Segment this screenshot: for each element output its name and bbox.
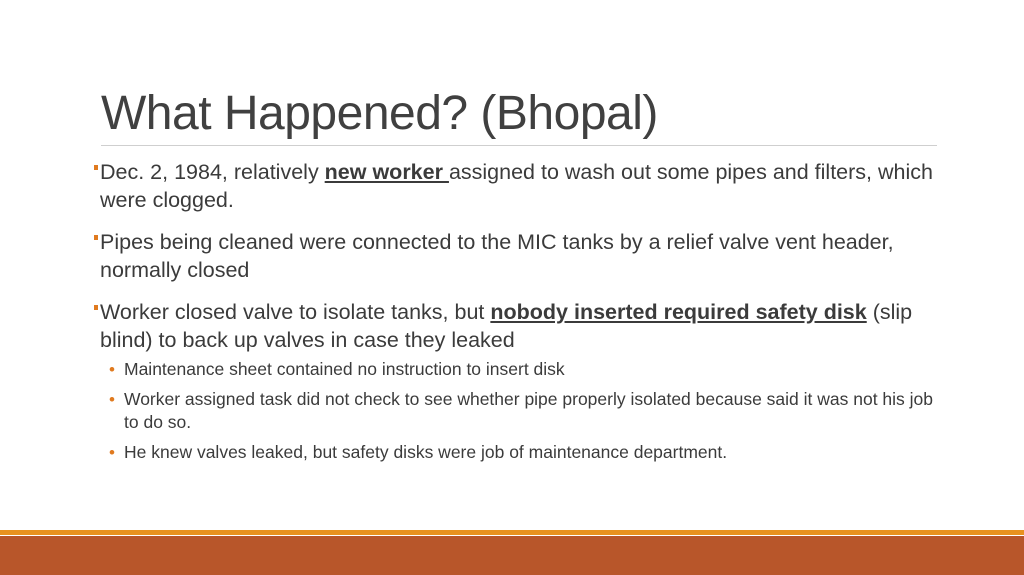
footer-band — [0, 536, 1024, 575]
sub-bullet-item — [100, 441, 944, 464]
bullet-list — [89, 158, 949, 471]
bullet-text: assigned to wash out some pipes and filters, which were clogged. — [100, 160, 933, 212]
bullet-text-emphasis: nobody inserted required safety disk — [490, 300, 867, 324]
footer-accent-stripe — [0, 530, 1024, 535]
sub-bullet-text: Worker assigned task did not check to see whether pipe properly isolated because said it was not his job to do so. — [124, 389, 934, 432]
round-bullet-icon: • — [109, 360, 115, 379]
sub-bullet-text: He knew valves leaked, but safety disks were job of maintenance department. — [124, 442, 728, 462]
bullet-text: Worker closed valve to isolate tanks, but — [100, 300, 491, 324]
bullet-item — [89, 158, 949, 214]
bullet-item — [89, 228, 949, 284]
round-bullet-icon: • — [109, 390, 115, 409]
bullet-item — [89, 298, 949, 354]
bullet-text: Pipes being cleaned were connected to the MIC tanks by a relief valve vent header, normally closed — [100, 230, 894, 282]
bullet-text: (slip blind) to back up valves in case they leaked — [100, 300, 913, 352]
sub-bullet-list — [89, 358, 949, 464]
square-bullet-icon — [94, 235, 98, 240]
sub-bullet-text: Maintenance sheet contained no instruction to insert disk — [124, 359, 565, 379]
sub-bullet-item — [100, 388, 944, 434]
bullet-text: Dec. 2, 1984, relatively — [100, 160, 325, 184]
title-divider — [101, 145, 937, 146]
slide-title: What Happened? (Bhopal) — [101, 87, 658, 140]
bullet-text-emphasis: new worker — [324, 160, 449, 184]
square-bullet-icon — [94, 305, 98, 310]
square-bullet-icon — [94, 165, 98, 170]
sub-bullet-item — [100, 358, 944, 381]
round-bullet-icon: • — [109, 443, 115, 462]
